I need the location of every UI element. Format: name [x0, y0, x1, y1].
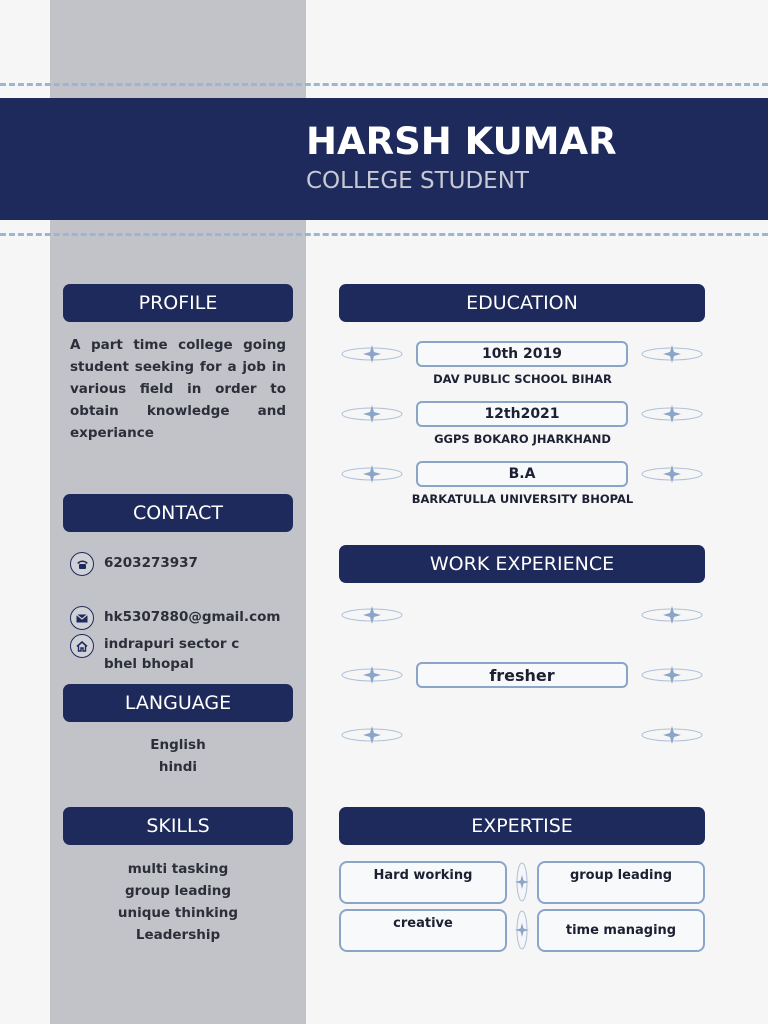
- contact-phone: [70, 552, 198, 576]
- bottom-dashed-divider: [0, 233, 768, 236]
- education-heading: EDUCATION: [339, 284, 705, 322]
- language-list: [63, 734, 293, 778]
- sparkle-star-icon: [640, 605, 704, 625]
- email-address: hk5307880@gmail.com: [104, 609, 281, 625]
- expertise-item: group leading: [537, 861, 705, 904]
- skill-item: Leadership: [135, 927, 221, 943]
- skill-item: unique thinking: [117, 905, 239, 921]
- education-school-3: BARKATULLA UNIVERSITY BHOPAL: [411, 492, 634, 506]
- profile-heading: PROFILE: [63, 284, 293, 322]
- contact-email: [70, 606, 280, 630]
- language-item: hindi: [158, 759, 198, 775]
- phone-icon: [70, 552, 94, 576]
- sparkle-star-icon: [340, 344, 404, 364]
- language-heading: LANGUAGE: [63, 684, 293, 722]
- address-text: indrapuri sector c bhel bhopal: [104, 636, 240, 672]
- sparkle-star-icon: [340, 665, 404, 685]
- sparkle-star-icon: [340, 464, 404, 484]
- sparkle-star-icon: [340, 605, 404, 625]
- sparkle-star-icon: [640, 344, 704, 364]
- expertise-item: time managing: [537, 909, 705, 952]
- home-icon: [70, 634, 94, 658]
- expertise-item: Hard working: [339, 861, 507, 904]
- education-entry-3: B.A: [416, 461, 628, 487]
- language-item: English: [150, 737, 206, 753]
- top-dashed-divider: [0, 83, 768, 86]
- skills-list: [63, 858, 293, 946]
- work-experience-value: fresher: [416, 662, 628, 688]
- sparkle-star-icon: [513, 910, 531, 950]
- profile-text: A part time college going student seeking for a job in various field in order to obtain knowledge and experiance: [70, 337, 286, 441]
- sparkle-star-icon: [640, 665, 704, 685]
- skill-item: multi tasking: [127, 861, 229, 877]
- education-school-1: DAV PUBLIC SCHOOL BIHAR: [433, 372, 612, 386]
- contact-address: [70, 634, 274, 674]
- expertise-heading: EXPERTISE: [339, 807, 705, 845]
- contact-heading: CONTACT: [63, 494, 293, 532]
- sparkle-star-icon: [340, 725, 404, 745]
- education-entry-1: 10th 2019: [416, 341, 628, 367]
- expertise-item: creative: [339, 909, 507, 952]
- skills-heading: SKILLS: [63, 807, 293, 845]
- resume-name: HARSH KUMAR: [306, 120, 617, 163]
- resume-title: COLLEGE STUDENT: [306, 168, 529, 194]
- sparkle-star-icon: [640, 464, 704, 484]
- education-entry-2: 12th2021: [416, 401, 628, 427]
- sparkle-star-icon: [513, 862, 531, 902]
- sparkle-star-icon: [340, 404, 404, 424]
- sparkle-star-icon: [640, 404, 704, 424]
- education-school-2: GGPS BOKARO JHARKHAND: [434, 432, 611, 446]
- phone-number: 6203273937: [104, 555, 198, 571]
- sparkle-star-icon: [640, 725, 704, 745]
- skill-item: group leading: [124, 883, 232, 899]
- mail-icon: [70, 606, 94, 630]
- work-experience-heading: WORK EXPERIENCE: [339, 545, 705, 583]
